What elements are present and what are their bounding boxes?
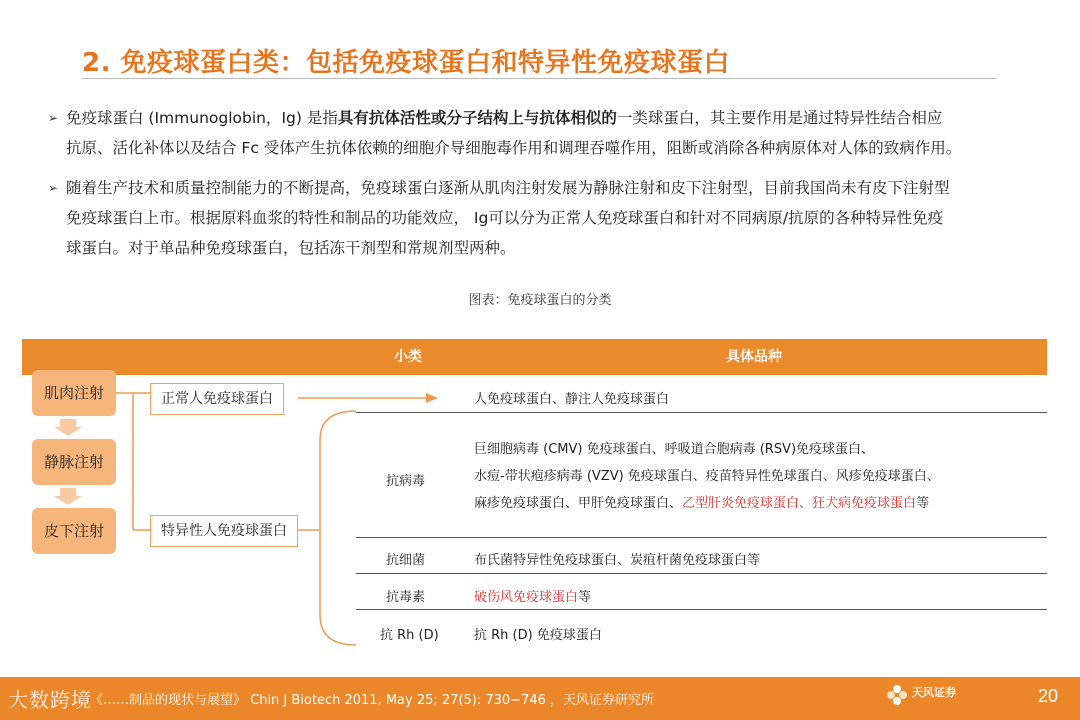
bullet-1-bold: 具有抗体活性或分子结构上与抗体相似的 [337,109,617,127]
antibacterial-varieties: 布氏菌特异性免疫球蛋白、炭疽杆菌免疫球蛋白等 [474,553,761,568]
header-variety: 具体品种 [726,349,782,365]
category-specific-ig: 特异性人免疫球蛋白 [150,515,298,547]
down-arrow-icon [54,419,82,436]
bullet-arrow-icon: ➢ [48,111,59,125]
row-divider [356,609,1047,610]
bullet-2-line3: 球蛋白。对于单品种免疫球蛋白，包括冻干剂型和常规剂型两种。 [66,239,516,257]
bullet-arrow-icon: ➢ [48,181,59,195]
row-divider [356,412,1047,413]
footer-bar [0,677,1080,720]
antitoxin-label: 抗毒素 [386,590,426,605]
bullet-1-pre: 免疫球蛋白 (Immunoglobin，Ig) 是指 [66,109,338,127]
flower-logo-icon [886,684,908,706]
page-number: 20 [1037,686,1058,706]
tetanus-ig: 破伤风免疫球蛋白 [474,590,579,605]
route-intramuscular: 肌肉注射 [32,370,116,416]
bullet-2-line2: 免疫球蛋白上市。根据原料血浆的特性和制品的功能效应， Ig可以分为正常人免疫球蛋白和针对不同病原/抗原的各种特异性免疫 [66,209,944,227]
antitoxin-varieties: 破伤风免疫球蛋白等 [474,590,592,605]
category-normal-ig: 正常人免疫球蛋白 [150,383,284,415]
anti-rh-label: 抗 Rh (D) [380,628,439,643]
source-citation: 《……制品的现状与展望》 Chin J Biotech 2011, May 25; 27(5): 730−746 ，天风证券研究所 [90,693,655,708]
down-arrow-icon [54,488,82,505]
antiviral-label: 抗病毒 [386,474,426,489]
antibacterial-label: 抗细菌 [386,553,426,568]
antiviral-varieties: 巨细胞病毒 (CMV) 免疫球蛋白、呼吸道合胞病毒 (RSV)免疫球蛋白、 水痘-带状疱疹病毒 (VZV) 免疫球蛋白、疫苗特异性免球蛋白、风疹免疫球蛋白、 麻疹免疫球蛋白、甲肝免疫球蛋白、乙型肝炎免疫球蛋白、狂犬病免疫球蛋白等 [474,442,940,511]
normal-ig-varieties: 人免疫球蛋白、静注人免疫球蛋白 [474,392,670,407]
row-divider [356,573,1047,574]
bullet-2-line1: 随着生产技术和质量控制能力的不断提高，免疫球蛋白逐渐从肌肉注射发展为静脉注射和皮下注射型，目前我国尚未有皮下注射型 [66,179,950,197]
hepatitis-b-ig: 乙型肝炎免疫球蛋白 [682,496,800,511]
anti-rh-varieties: 抗 Rh (D) 免疫球蛋白 [474,628,602,643]
watermark: 大数跨境 [8,688,92,712]
bullet-1-line2: 抗原、活化补体以及结合 Fc 受体产生抗体依赖的细胞介导细胞毒作用和调理吞噬作用，阻断或消除各种病原体对人体的致病作用。 [66,139,962,157]
brand-name: 天风证券 [912,686,956,699]
figure-caption: 图表：免疫球蛋白的分类 [468,293,612,308]
route-intravenous: 静脉注射 [32,439,116,485]
bullet-1-post: 一类球蛋白，其主要作用是通过特异性结合相应 [616,109,943,127]
header-subclass: 小类 [394,349,422,365]
page-title: 2. 免疫球蛋白类：包括免疫球蛋白和特异性免疫球蛋白 [82,48,731,78]
brand-logo [912,684,956,700]
route-subcutaneous: 皮下注射 [32,508,116,554]
row-divider [356,537,1047,538]
rabies-ig: 狂犬病免疫球蛋白 [812,496,917,511]
